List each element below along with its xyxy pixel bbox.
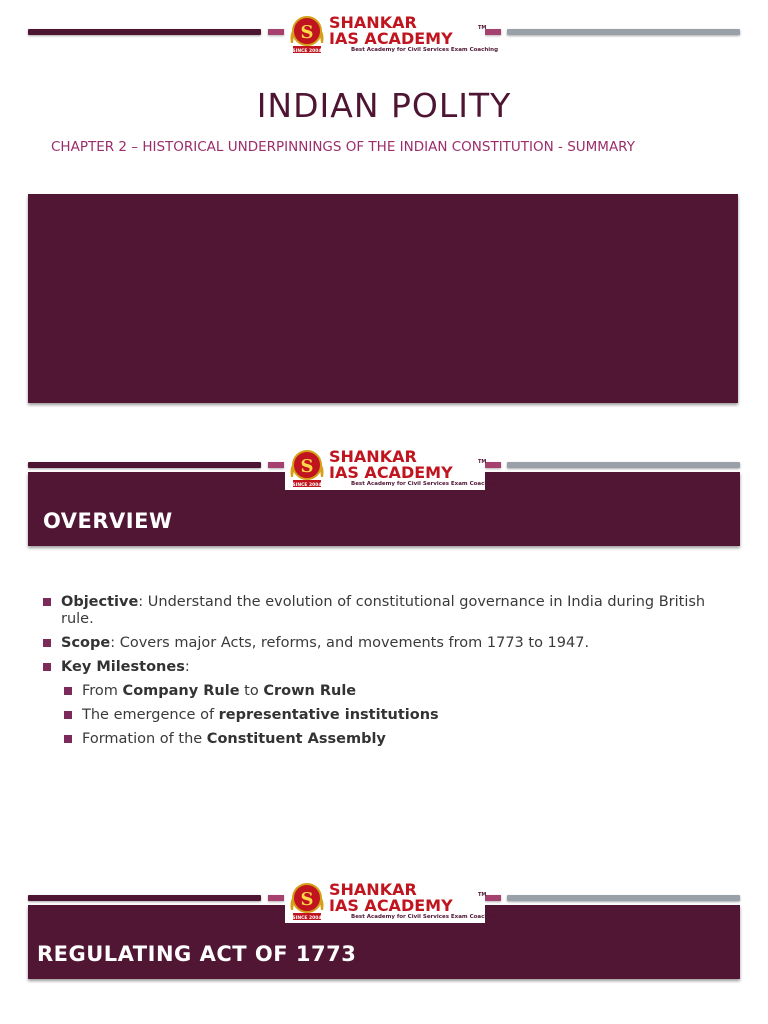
- svg-text:SINCE 2004: SINCE 2004: [292, 483, 322, 488]
- list-item: The emergence of representative institutions: [64, 707, 723, 724]
- overview-bullet-list: [43, 594, 723, 755]
- regulating-act-heading: REGULATING ACT OF 1773: [37, 942, 357, 966]
- header-bar-left: [28, 462, 261, 468]
- svg-text:SINCE 2004: SINCE 2004: [292, 916, 322, 921]
- header-bar-accent-right: [485, 29, 501, 35]
- list-item: Scope: Covers major Acts, reforms, and movements from 1773 to 1947.: [43, 635, 723, 652]
- list-item: Formation of the Constituent Assembly: [64, 731, 723, 748]
- svg-text:S: S: [300, 889, 314, 910]
- header-bar-accent-left: [268, 895, 284, 901]
- brand-name-line2: IAS ACADEMY: [329, 463, 453, 482]
- header-bar-accent-right: [485, 462, 501, 468]
- header-bar-accent-right: [485, 895, 501, 901]
- header-bar-accent-left: [268, 29, 284, 35]
- page-title: INDIAN POLITY: [256, 86, 512, 125]
- brand-tagline: Best Academy for Civil Services Exam Coaching: [351, 481, 499, 487]
- brand-tagline: Best Academy for Civil Services Exam Coaching: [351, 47, 499, 53]
- trademark: TM: [478, 892, 487, 898]
- brand-tagline: Best Academy for Civil Services Exam Coaching: [351, 914, 499, 920]
- header-bar-left: [28, 895, 261, 901]
- brand-name-line1: SHANKAR: [329, 880, 417, 899]
- title-banner: [28, 194, 738, 403]
- brand-logo: [285, 12, 499, 56]
- svg-text:S: S: [300, 456, 314, 477]
- trademark: TM: [478, 459, 487, 465]
- header-bar-right: [507, 29, 740, 35]
- academy-emblem-icon: [287, 13, 327, 55]
- brand-logo: [285, 879, 499, 923]
- academy-emblem-icon: [287, 880, 327, 922]
- header-bar-accent-left: [268, 462, 284, 468]
- brand-name-line1: SHANKAR: [329, 447, 417, 466]
- list-item: From Company Rule to Crown Rule: [64, 683, 723, 700]
- list-item: Objective: Understand the evolution of constitutional governance in India during British rule.: [43, 594, 723, 628]
- brand-name-line1: SHANKAR: [329, 13, 417, 32]
- overview-heading: OVERVIEW: [43, 509, 173, 533]
- header-bar-left: [28, 29, 261, 35]
- page-subtitle: CHAPTER 2 – HISTORICAL UNDERPINNINGS OF THE INDIAN CONSTITUTION - SUMMARY: [51, 139, 635, 155]
- header-bar-right: [507, 895, 740, 901]
- svg-text:SINCE 2004: SINCE 2004: [292, 49, 322, 54]
- trademark: TM: [478, 25, 487, 31]
- list-item: Key Milestones:: [43, 659, 723, 676]
- brand-name-line2: IAS ACADEMY: [329, 896, 453, 915]
- header-bar-right: [507, 462, 740, 468]
- brand-name-line2: IAS ACADEMY: [329, 29, 453, 48]
- academy-emblem-icon: [287, 447, 327, 489]
- svg-text:S: S: [300, 22, 314, 43]
- brand-logo: [285, 446, 499, 490]
